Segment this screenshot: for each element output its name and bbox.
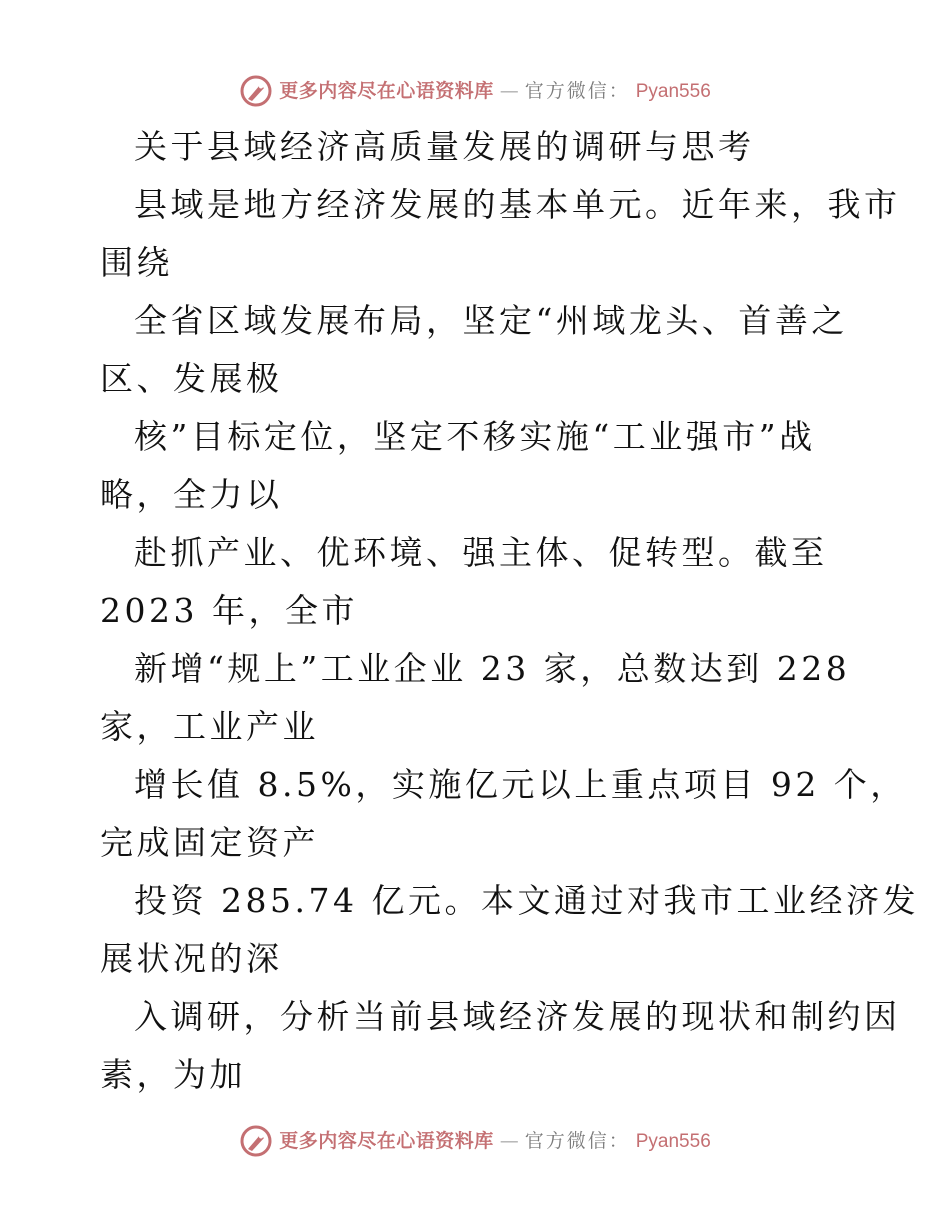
text-line: 完成固定资产 — [100, 823, 319, 862]
watermark-site-text: 更多内容尽在心语资料库 — [279, 1129, 494, 1152]
watermark-site-text: 更多内容尽在心语资料库 — [279, 79, 494, 102]
text-line: 展状况的深 — [100, 939, 283, 978]
text-line: 投资 285.74 亿元。本文通过对我市工业经济发 — [134, 881, 919, 920]
text-line: 2023 年，全市 — [100, 591, 358, 630]
pen-nib-circle-icon — [239, 74, 273, 108]
watermark-label: 官方微信： — [524, 1129, 630, 1152]
pen-nib-circle-icon — [239, 1124, 273, 1158]
text-line: 新增“规上”工业企业 23 家，总数达到 228 — [134, 649, 851, 688]
text-line: 全省区域发展布局，坚定“州域龙头、首善之 — [134, 301, 848, 340]
text-line: 入调研，分析当前县域经济发展的现状和制约因 — [134, 997, 901, 1036]
text-line: 素，为加 — [100, 1055, 246, 1094]
watermark-wechat-id: Pyan556 — [635, 1130, 711, 1152]
text-line: 围绕 — [100, 243, 173, 282]
text-line: 略，全力以 — [100, 475, 283, 514]
text-line: 核”目标定位，坚定不移实施“工业强市”战 — [134, 417, 816, 456]
watermark-dash: — — [499, 79, 519, 102]
document-body — [100, 118, 919, 1104]
watermark-label: 官方微信： — [524, 79, 630, 102]
watermark-header — [0, 71, 950, 111]
document-title: 关于县域经济高质量发展的调研与思考 — [134, 127, 755, 166]
watermark-footer — [0, 1121, 950, 1161]
text-line: 增长值 8.5%，实施亿元以上重点项目 92 个， — [134, 765, 907, 804]
text-line: 县域是地方经济发展的基本单元。近年来，我市 — [134, 185, 901, 224]
text-line: 家，工业产业 — [100, 707, 319, 746]
watermark-wechat-id: Pyan556 — [635, 80, 711, 102]
text-line: 赴抓产业、优环境、强主体、促转型。截至 — [134, 533, 828, 572]
text-line: 区、发展极 — [100, 359, 283, 398]
watermark-dash: — — [499, 1129, 519, 1152]
